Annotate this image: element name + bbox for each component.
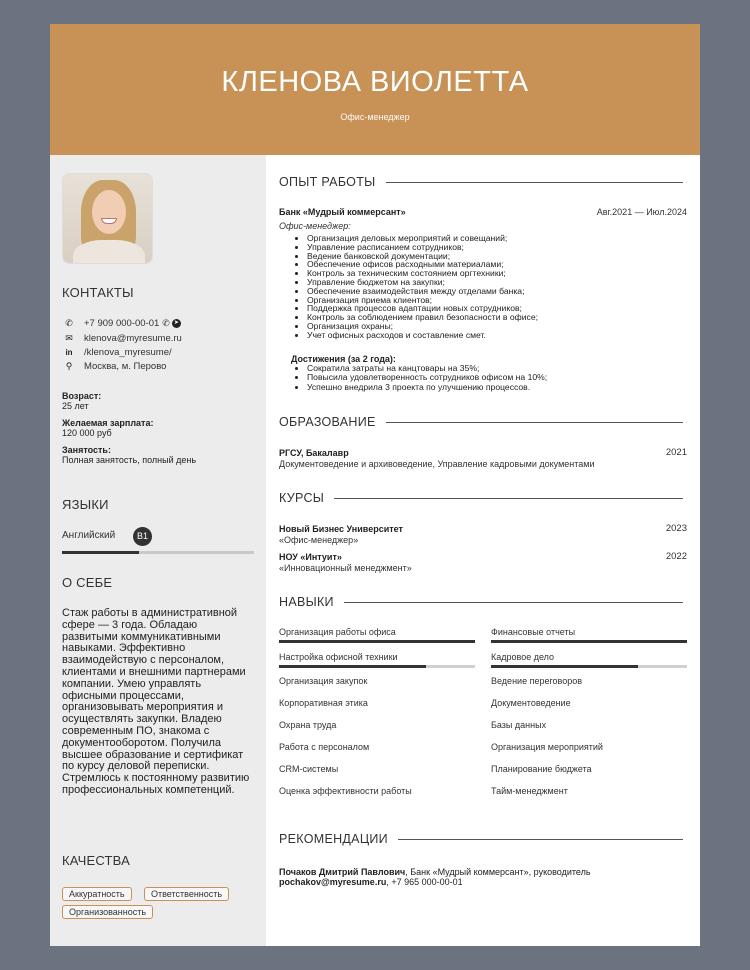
skill-item: Оценка эффективности работы [279,786,412,796]
skill-item: Планирование бюджета [491,764,592,774]
list-item: • Обеспечение офисов расходными материалами; [307,260,538,269]
employment [62,445,196,465]
list-item: • Повысила удовлетворенность сотрудников офисом на 10%; [307,373,547,382]
skill-item: CRM-системы [279,764,339,774]
contact-linkedin[interactable] [64,347,172,358]
phone-icon: ✆ [65,318,73,328]
contacts-title: КОНТАКТЫ [62,285,134,300]
course-org: Новый Бизнес Университет [279,524,403,534]
contact-location-text: Москва, м. Перово [84,361,167,372]
salary-label: Желаемая зарплата: [62,418,154,428]
education-school: РГСУ, Бакалавр [279,448,349,458]
education-details: Документоведение и архивоведение, Управление кадровыми документами [279,459,595,469]
duties-list [307,234,538,340]
about-text: Стаж работы в административной сфере — 3 года. Обладаю развитыми коммуникативными навыками. Эффективно взаимодействую с персоналом, клиентами и внешними партнерами компании. Умею управлять офисными процессами, организовывать мероприятия и осуществлять закупки. Владею современным ПО, знакома с документооборотом. Получила высшее образование и сертификат по курсу деловой переписки. Стремлюсь к постоянному развитию профессиональных компетенций. [62,607,250,796]
recommender-name: Почаков Дмитрий Павлович [279,867,406,877]
skill-rated: Настройка офисной техники [279,652,475,662]
list-item: • Управление расписанием сотрудников; [307,243,538,252]
course-year: 2022 [665,551,687,562]
contact-phone-text: +7 909 000-00-01 [84,318,160,329]
job-dates: Авг.2021 — Июл.2024 [596,207,687,217]
skill-rated: Кадровое дело [491,652,687,662]
recommendations-title: РЕКОМЕНДАЦИИ [279,832,683,846]
language-level-bar [62,551,254,554]
avatar [62,173,153,264]
recommender-email[interactable]: pochakov@myresume.ru [279,877,387,887]
languages-title: ЯЗЫКИ [62,497,109,512]
job-company: Банк «Мудрый коммерсант» [279,207,406,217]
contact-email-text: klenova@myresume.ru [84,333,182,344]
skills-title: НАВЫКИ [279,595,683,609]
telegram-icon: ➤ [173,320,179,326]
course-org: НОУ «Интуит» [279,552,342,562]
salary [62,418,153,438]
about-title: О СЕБЕ [62,575,113,590]
list-item: • Ведение банковской документации; [307,252,538,261]
list-item: • Организация охраны; [307,322,538,331]
list-item: • Организация деловых мероприятий и совещаний; [307,234,538,243]
header [50,24,700,155]
list-item: • Управление бюджетом на закупки; [307,278,538,287]
list-item: • Учет офисных расходов и составление смет. [307,331,538,340]
linkedin-icon: in [65,348,73,357]
experience-title: ОПЫТ РАБОТЫ [279,175,683,189]
sidebar [50,155,266,946]
skill-item: Документоведение [491,698,571,708]
skill-item: Охрана труда [279,720,337,730]
course-year: 2023 [665,523,687,534]
education-year: 2021 [665,447,687,458]
skill-item: Работа с персоналом [279,742,370,752]
skill-rated: Организация работы офиса [279,627,475,637]
quality-chip: Ответственность [144,887,229,901]
education-title: ОБРАЗОВАНИЕ [279,415,683,429]
skill-item: Базы данных [491,720,547,730]
location-icon: ⚲ [65,361,73,371]
contact-linkedin-text: /klenova_myresume/ [84,347,172,358]
skill-item: Корпоративная этика [279,698,368,708]
quality-chip: Аккуратность [62,887,132,901]
skill-item: Тайм-менеджмент [491,786,568,796]
language-level-fill [62,551,139,554]
courses-title: КУРСЫ [279,491,683,505]
age [62,391,101,411]
achievements-title: Достижения (за 2 года): [291,354,396,364]
employment-label: Занятость: [62,445,111,455]
qualities-title: КАЧЕСТВА [62,853,130,868]
contact-location [64,361,166,372]
employment-value: Полная занятость, полный день [62,455,197,465]
resume-page [50,24,700,946]
language-level-badge: B1 [133,527,152,546]
whatsapp-icon: ✆ [162,318,170,328]
course-name: «Инновационный менеджмент» [279,563,412,573]
skill-item: Ведение переговоров [491,676,583,686]
achievements-list [307,364,547,392]
contact-email[interactable] [64,333,182,344]
list-item: • Организация приема клиентов; [307,296,538,305]
language-name: Английский [62,530,116,541]
list-item: • Контроль за техническим состоянием оргтехники; [307,269,538,278]
age-value: 25 лет [62,401,89,411]
age-label: Возраст: [62,391,102,401]
contact-phone[interactable] [64,318,181,329]
salary-value: 120 000 руб [62,428,112,438]
skill-item: Организация мероприятий [491,742,603,752]
recommender-phone: , +7 965 000-00-01 [386,877,463,887]
list-item: • Обеспечение взаимодействия между отделами банка; [307,287,538,296]
course-name: «Офис-менеджер» [279,535,359,545]
skill-item: Организация закупок [279,676,368,686]
candidate-name: КЛЕНОВА ВИОЛЕТТА [221,66,529,98]
list-item: • Сократила затраты на канцтовары на 35%; [307,364,547,373]
skill-rated: Финансовые отчеты [491,627,687,637]
candidate-role: Офис-менеджер [340,112,410,122]
list-item: • Успешно внедрила 3 проекта по улучшению процессов. [307,383,547,392]
recommendation [279,867,591,887]
job-role: Офис-менеджер: [279,221,351,231]
mail-icon: ✉ [65,333,73,343]
recommender-position: , Банк «Мудрый коммерсант», руководитель [405,867,591,877]
list-item: • Контроль за соблюдением правил безопасности в офисе; [307,313,538,322]
quality-chip: Организованность [62,905,153,919]
list-item: • Поддержка процессов адаптации новых сотрудников; [307,304,538,313]
